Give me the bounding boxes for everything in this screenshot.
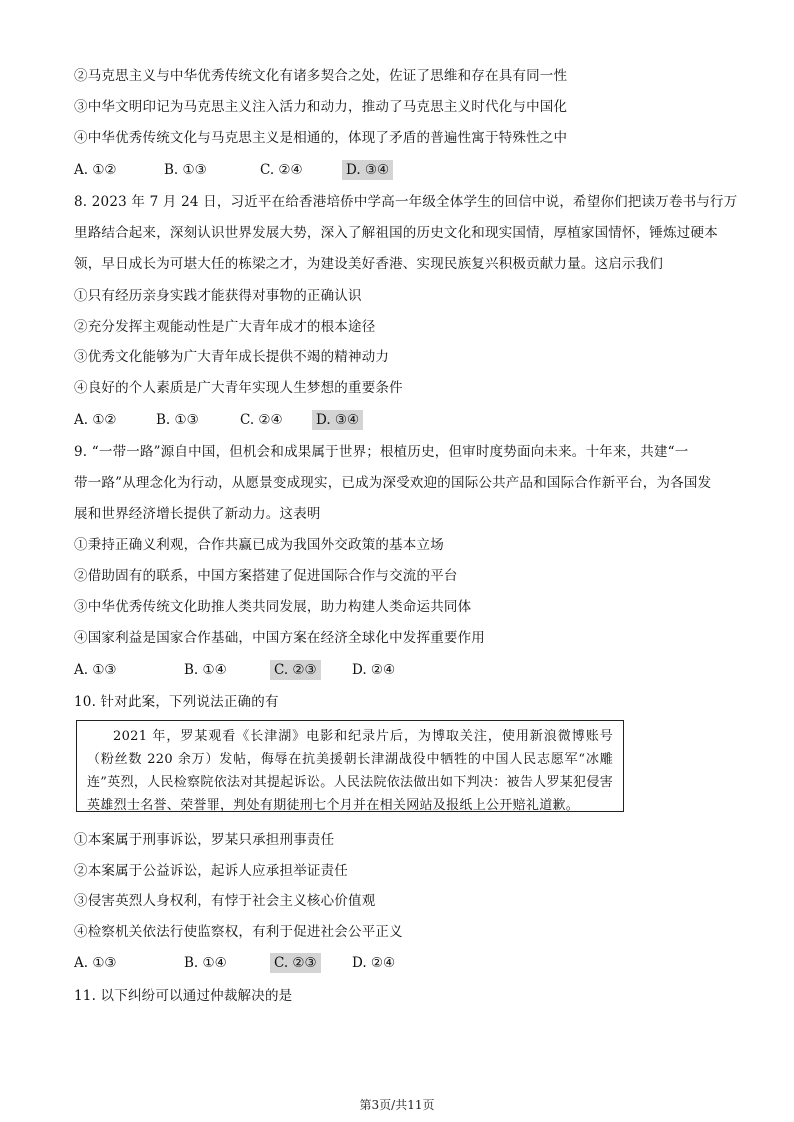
q9-item-3: ③中华优秀传统文化助推人类共同发展，助力构建人类命运共同体 xyxy=(74,599,472,615)
q10-item-2: ②本案属于公益诉讼，起诉人应承担举证责任 xyxy=(74,863,348,879)
q7-item-4: ④中华优秀传统文化与马克思主义是相通的，体现了矛盾的普遍性寓于特殊性之中 xyxy=(74,130,568,146)
q9-item-2: ②借助固有的联系，中国方案搭建了促进国际合作与交流的平台 xyxy=(74,568,458,584)
q9-option-c-highlighted[interactable]: C. ②③ xyxy=(270,660,321,680)
q9-item-4: ④国家利益是国家合作基础，中国方案在经济全球化中发挥重要作用 xyxy=(74,630,485,646)
q9-stem-line-3: 展和世界经济增长提供了新动力。这表明 xyxy=(74,506,321,522)
q9-stem-line-2: 带一路”从理念化为行动，从愿景变成现实，已成为深受欢迎的国际公共产品和国际合作新平台，为各国发 xyxy=(74,475,712,491)
q8-stem-line-3: 领，早日成长为可堪大任的栋梁之才，为建设美好香港、实现民族复兴积极贡献力量。这启示我们 xyxy=(74,256,664,272)
q7-option-b[interactable]: B. ①③ xyxy=(164,162,207,178)
q8-item-2: ②充分发挥主观能动性是广大青年成才的根本途径 xyxy=(74,319,376,335)
q10-item-4: ④检察机关依法行使监察权，有利于促进社会公平正义 xyxy=(74,924,403,940)
q9-option-a[interactable]: A. ①③ xyxy=(74,662,117,678)
case-material-text: 2021 年，罗某观看《长津湖》电影和纪录片后，为博取关注，使用新浪微博账号（粉丝数 220 余万）发帖，侮辱在抗美援朝长津湖战役中牺牲的中国人民志愿军“冰雕连”英烈，人民检察院依法对其提起诉讼。人民法院依法做出如下判决：被告人罗某犯侵害英雄烈士名誉、荣誉罪，判处有期徒刑七个月并在相关网站及报纸上公开赔礼道歉。 xyxy=(87,729,613,813)
q9-item-1: ①秉持正确义利观，合作共赢已成为我国外交政策的基本立场 xyxy=(74,537,444,553)
q7-item-3: ③中华文明印记为马克思主义注入活力和动力，推动了马克思主义时代化与中国化 xyxy=(74,99,568,115)
q10-stem: 10. 针对此案，下列说法正确的有 xyxy=(74,694,279,710)
q8-option-a[interactable]: A. ①② xyxy=(74,412,117,428)
page-footer: 第3页/共11页 xyxy=(359,1098,435,1112)
q8-item-1: ①只有经历亲身实践才能获得对事物的正确认识 xyxy=(74,288,362,304)
q8-stem-line-2: 里路结合起来，深刻认识世界发展大势，深入了解祖国的历史文化和现实国情，厚植家国情怀，锤炼过硬本 xyxy=(74,225,718,241)
q7-option-a[interactable]: A. ①② xyxy=(74,162,117,178)
q11-stem: 11. 以下纠纷可以通过仲裁解决的是 xyxy=(74,988,293,1004)
q9-stem-line-1: 9. “一带一路”源自中国，但机会和成果属于世界；根植历史，但审时度势面向未来。十年来，共建“一 xyxy=(74,444,689,460)
q10-option-d[interactable]: D. ②④ xyxy=(352,955,396,971)
q7-option-c[interactable]: C. ②④ xyxy=(260,162,303,178)
q10-option-b[interactable]: B. ①④ xyxy=(184,955,227,971)
q8-option-d-highlighted[interactable]: D. ③④ xyxy=(312,410,363,430)
q8-stem-line-1: 8. 2023 年 7 月 24 日，习近平在给香港培侨中学高一年级全体学生的回信中说，希望你们把读万卷书与行万 xyxy=(74,194,738,210)
q7-item-2: ②马克思主义与中华优秀传统文化有诸多契合之处，佐证了思维和存在具有同一性 xyxy=(74,68,568,84)
q7-option-d-highlighted[interactable]: D. ③④ xyxy=(342,160,393,180)
q10-item-3: ③侵害英烈人身权利，有悖于社会主义核心价值观 xyxy=(74,893,376,909)
q8-item-4: ④良好的个人素质是广大青年实现人生梦想的重要条件 xyxy=(74,380,403,396)
q8-item-3: ③优秀文化能够为广大青年成长提供不竭的精神动力 xyxy=(74,349,390,365)
q8-option-b[interactable]: B. ①③ xyxy=(156,412,199,428)
q10-option-c-highlighted[interactable]: C. ②③ xyxy=(270,953,321,973)
q9-option-d[interactable]: D. ②④ xyxy=(352,662,396,678)
q8-option-c[interactable]: C. ②④ xyxy=(240,412,283,428)
q10-option-a[interactable]: A. ①③ xyxy=(74,955,117,971)
q10-item-1: ①本案属于刑事诉讼，罗某只承担刑事责任 xyxy=(74,832,335,848)
q9-option-b[interactable]: B. ①④ xyxy=(184,662,227,678)
case-material-box xyxy=(76,720,624,812)
